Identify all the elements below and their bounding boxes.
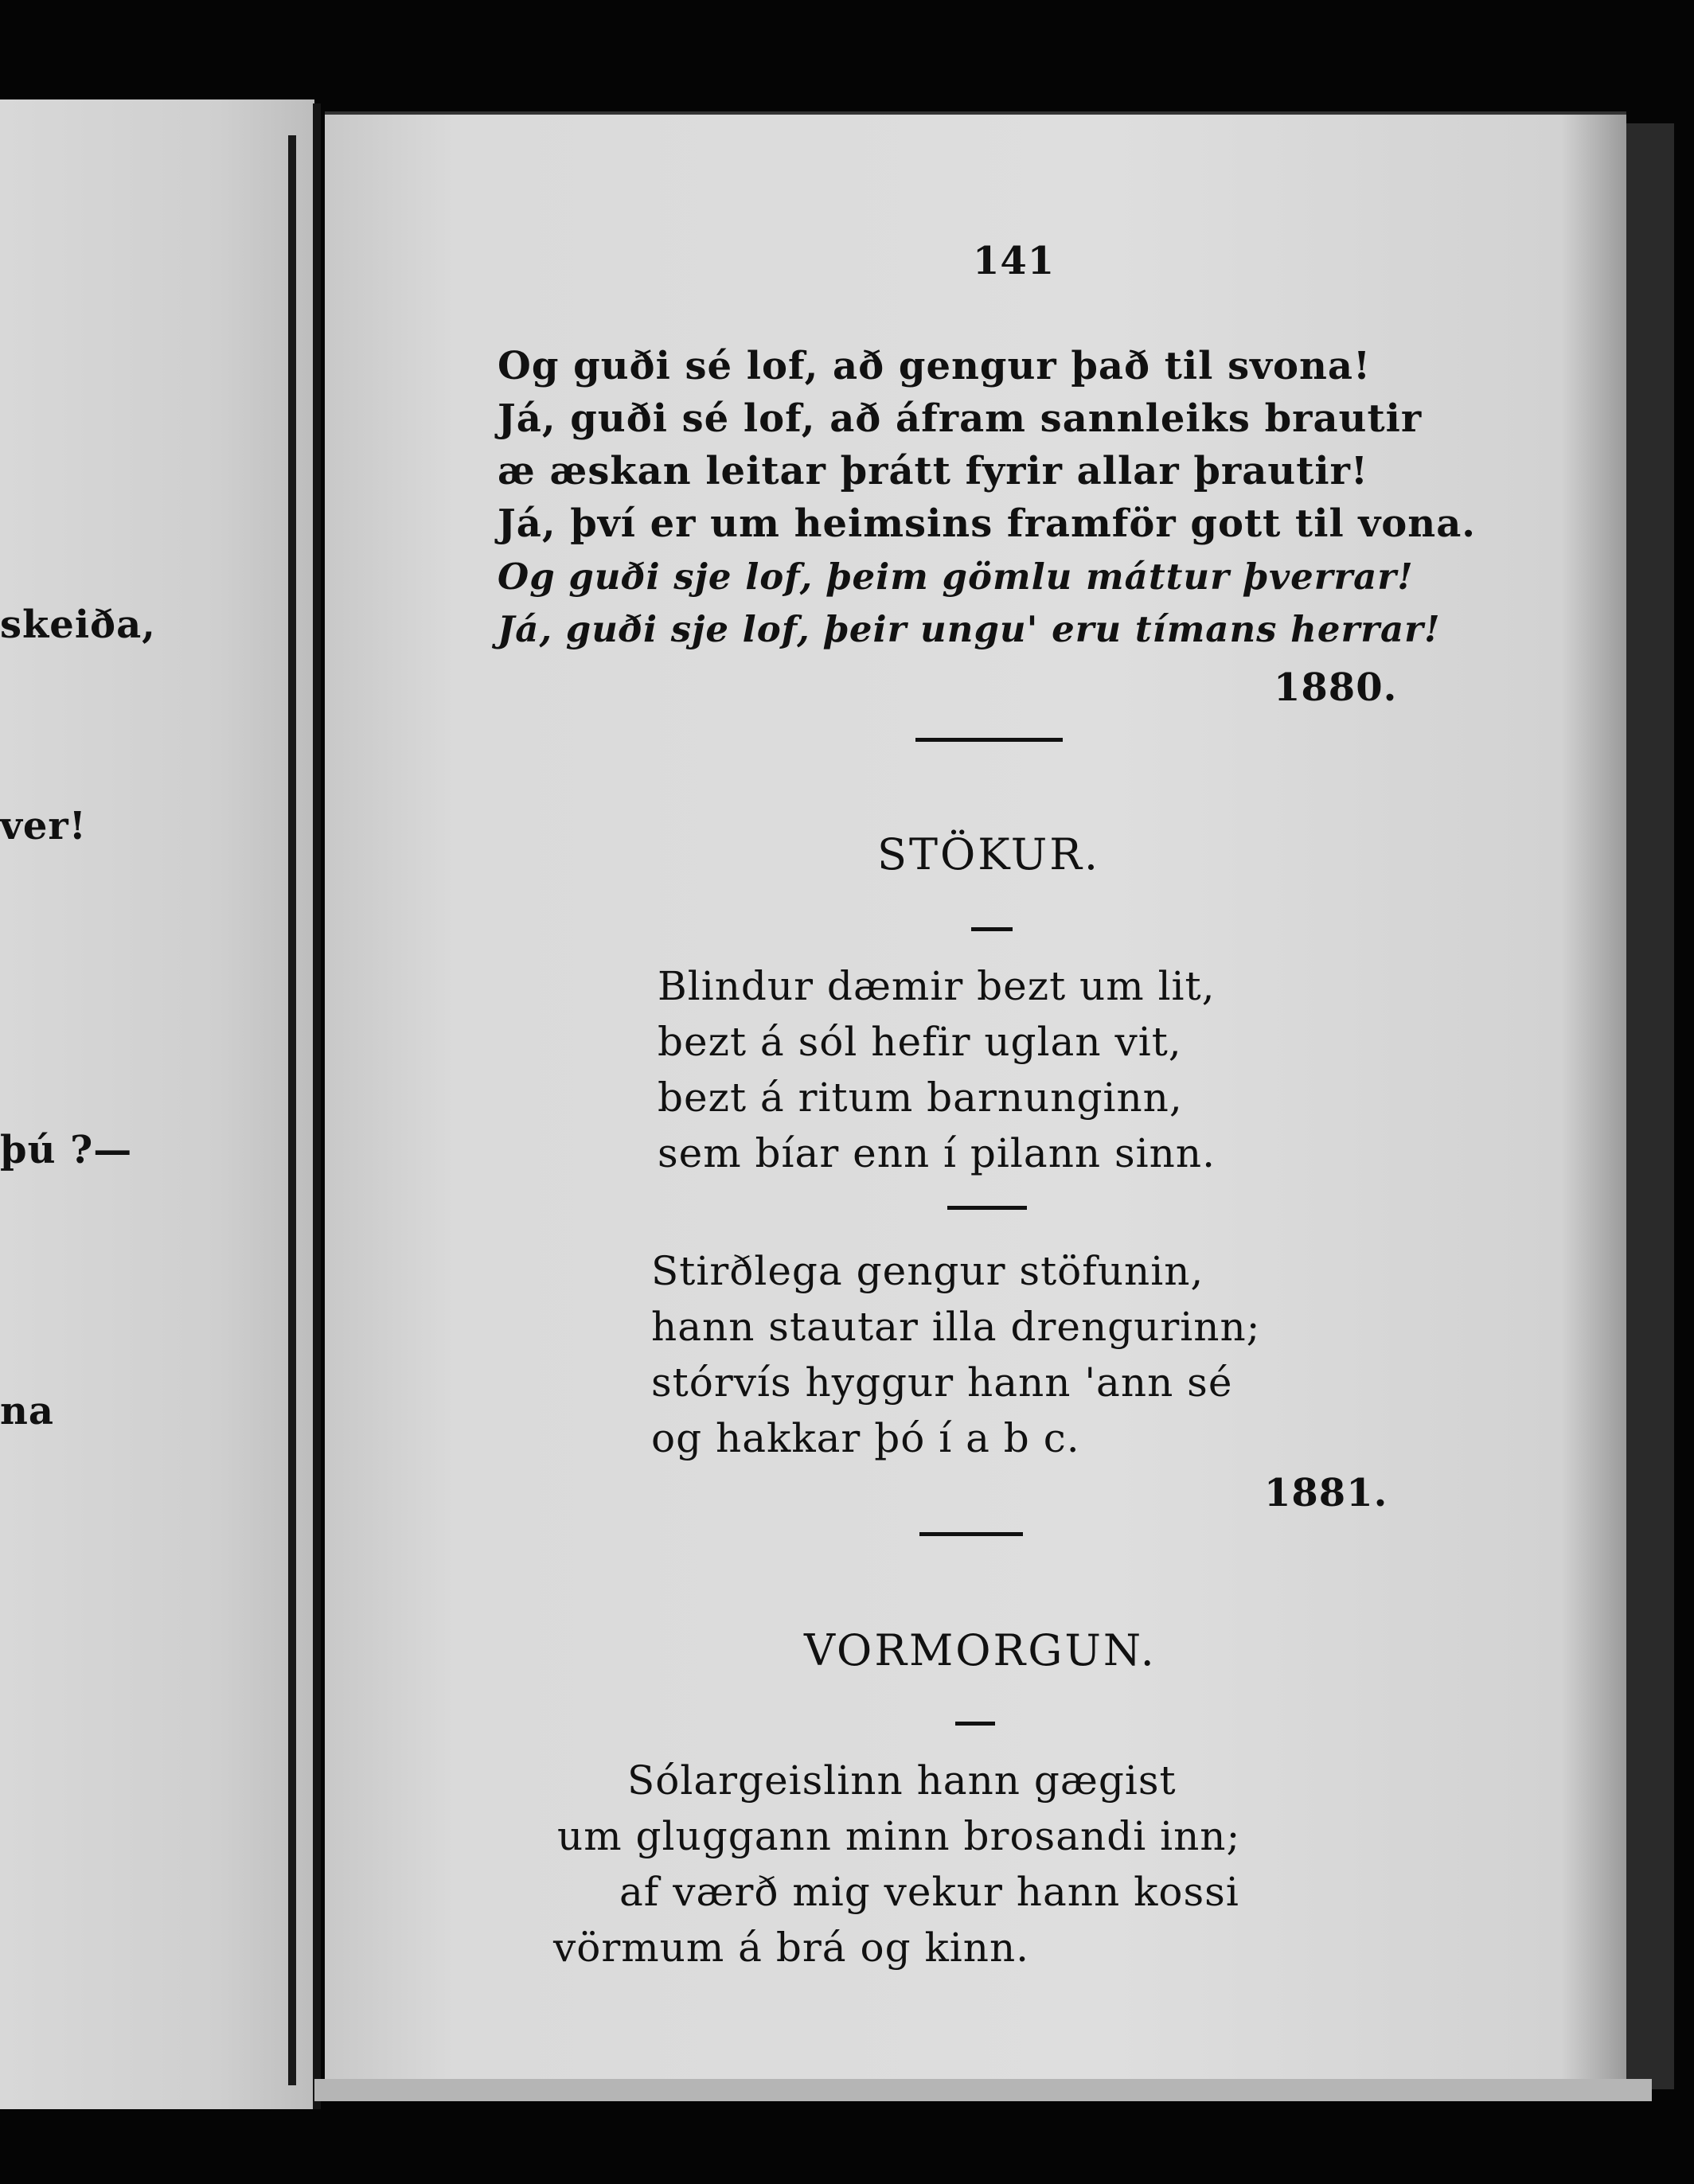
poem-line: um gluggann minn brosandi inn; [557, 1813, 1241, 1859]
stanza-line: bezt á ritum barnunginn, [658, 1074, 1183, 1121]
left-text-fragment: skeiða, [0, 603, 156, 647]
left-page [0, 99, 314, 2109]
verse-line-italic: Já, guði sje lof, þeir ungu' eru tímans herrar! [498, 608, 1441, 650]
verse-line: Já, því er um heimsins framför gott til vona. [498, 501, 1477, 546]
verse-line: Já, guði sé lof, að áfram sannleiks brautir [498, 396, 1423, 441]
verse-line: Og guði sé lof, að gengur það til svona! [498, 344, 1372, 388]
page-number: 141 [973, 239, 1056, 283]
stanza-rule [947, 1206, 1027, 1210]
stanza-line: stórvís hyggur hann 'ann sé [651, 1359, 1233, 1406]
poem-line: vörmum á brá og kinn. [553, 1925, 1030, 1971]
stanza-line: og hakkar þó í a b c. [651, 1415, 1080, 1461]
stanza-line: sem bíar enn í pilann sinn. [658, 1130, 1216, 1176]
stanza-line: bezt á sól hefir uglan vit, [658, 1019, 1182, 1065]
stanza-line: Stirðlega gengur stöfunin, [651, 1248, 1204, 1294]
gutter-shadow [288, 135, 296, 2085]
poem-year: 1880. [1274, 665, 1398, 710]
book-gutter [313, 103, 321, 2109]
poem-line: af værð mig vekur hann kossi [619, 1869, 1239, 1915]
title-dash [955, 1722, 995, 1726]
left-text-fragment: þú ?— [0, 1128, 133, 1172]
page-bottom-edge [314, 2079, 1652, 2101]
stanza-line: Blindur dæmir bezt um lit, [658, 963, 1216, 1009]
left-text-fragment: ver! [0, 804, 87, 848]
poem-line: Sólargeislinn hann gægist [627, 1757, 1177, 1804]
verse-line-italic: Og guði sje lof, þeim gömlu máttur þverrar! [498, 556, 1414, 598]
title-dash [971, 927, 1013, 931]
stanza-line: hann stautar illa drengurinn; [651, 1304, 1261, 1350]
left-text-fragment: na [0, 1389, 54, 1433]
poem-year: 1881. [1264, 1471, 1388, 1515]
section-rule [915, 738, 1063, 742]
section-rule [919, 1532, 1023, 1536]
verse-line: æ æskan leitar þrátt fyrir allar þrautir! [498, 449, 1368, 493]
section-title: STÖKUR. [877, 829, 1101, 879]
section-title: VORMORGUN. [804, 1625, 1157, 1675]
page-edge [1626, 123, 1674, 2089]
